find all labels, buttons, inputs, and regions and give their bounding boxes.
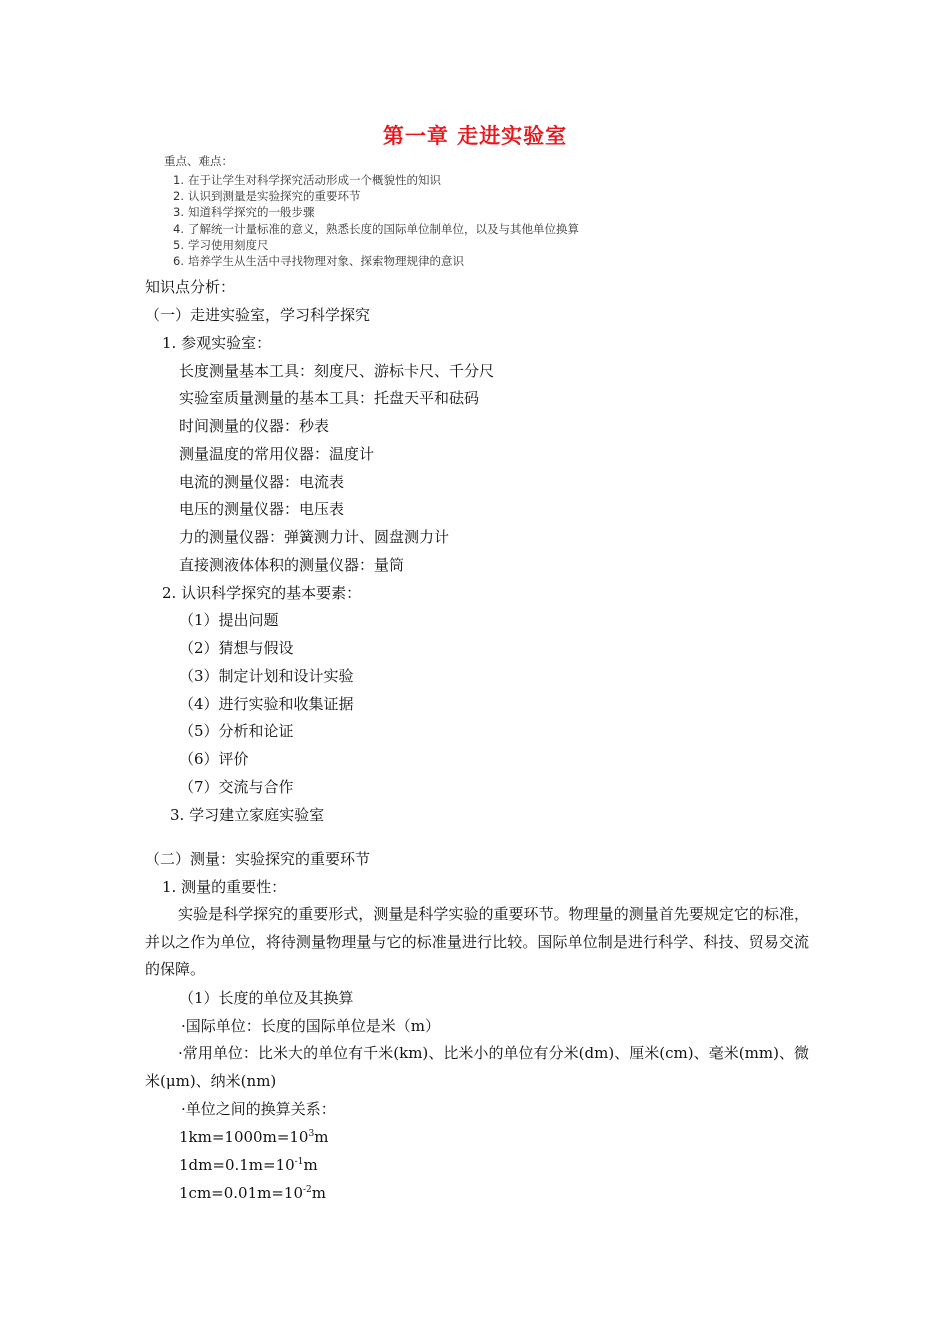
section-heading: （二）测量：实验探究的重要环节 — [145, 850, 371, 868]
section-heading: （一）走进实验室，学习科学探究 — [145, 306, 371, 324]
key-point-item: 6. 培养学生从生活中寻找物理对象、探索物理规律的意识 — [173, 253, 464, 268]
key-points-image — [164, 152, 654, 269]
instrument-line: 力的测量仪器：弹簧测力计、圆盘测力计 — [179, 528, 450, 546]
inquiry-step: （4）进行实验和收集证据 — [179, 695, 354, 713]
instrument-line: 电流的测量仪器：电流表 — [179, 473, 345, 491]
conversion-heading: ·单位之间的换算关系： — [181, 1100, 336, 1118]
key-point-item: 4. 了解统一计量标准的意义，熟悉长度的国际单位制单位，以及与其他单位换算 — [173, 221, 579, 236]
si-unit-line: ·国际单位：长度的国际单位是米（m） — [181, 1017, 440, 1035]
key-point-item: 3. 知道科学探究的一般步骤 — [173, 205, 315, 220]
analysis-heading: 知识点分析： — [145, 278, 236, 296]
inquiry-step: （6）评价 — [179, 750, 249, 768]
inquiry-step: （5）分析和论证 — [179, 722, 294, 740]
key-point-item: 1. 在于让学生对科学探究活动形成一个概貌性的知识 — [173, 173, 441, 187]
inquiry-step: （3）制定计划和设计实验 — [179, 667, 354, 685]
instrument-line: 实验室质量测量的基本工具：托盘天平和砝码 — [179, 389, 480, 407]
length-units-heading: （1）长度的单位及其换算 — [179, 989, 354, 1007]
importance-paragraph: 实验是科学探究的重要形式，测量是科学实验的重要环节。物理量的测量首先要规定它的标准，并以之作为单位，将待测量物理量与它的标准量进行比较。国际单位制是进行科学、科技、贸易交流的保障。 — [145, 905, 809, 979]
subsection-heading: 1. 测量的重要性： — [162, 878, 287, 896]
instrument-line: 电压的测量仪器：电压表 — [179, 500, 345, 518]
conversion-line: $1cm=0.01m=10^{-2}m$ — [179, 1184, 327, 1202]
common-units-paragraph: ·常用单位：比米大的单位有千米(km)、比米小的单位有分米(dm)、厘米(cm)、毫米(mm)、微米(μm)、纳米(nm) — [145, 1044, 809, 1090]
subsection-heading: 3. 学习建立家庭实验室 — [170, 806, 325, 824]
chapter-title: 第一章 走进实验室 — [382, 124, 568, 148]
instrument-line: 时间测量的仪器：秒表 — [179, 417, 330, 435]
conversion-line: $1km=1000m=10^3m$ — [179, 1128, 329, 1146]
subsection-heading: 2. 认识科学探究的基本要素： — [162, 584, 362, 602]
key-point-item: 2. 认识到测量是实验探究的重要环节 — [173, 189, 361, 204]
inquiry-step: （1）提出问题 — [179, 611, 279, 629]
inquiry-step: （7）交流与合作 — [179, 778, 294, 796]
instrument-line: 测量温度的常用仪器：温度计 — [179, 445, 375, 463]
inquiry-step: （2）猜想与假设 — [179, 639, 294, 657]
instrument-line: 长度测量基本工具：刻度尺、游标卡尺、千分尺 — [179, 362, 495, 380]
key-points-heading: 重点、难点： — [164, 154, 233, 168]
key-point-item: 5. 学习使用刻度尺 — [173, 237, 269, 252]
conversion-line: $1dm=0.1m=10^{-1}m$ — [179, 1156, 318, 1174]
subsection-heading: 1. 参观实验室： — [162, 334, 272, 352]
instrument-line: 直接测液体体积的测量仪器：量筒 — [179, 556, 405, 574]
